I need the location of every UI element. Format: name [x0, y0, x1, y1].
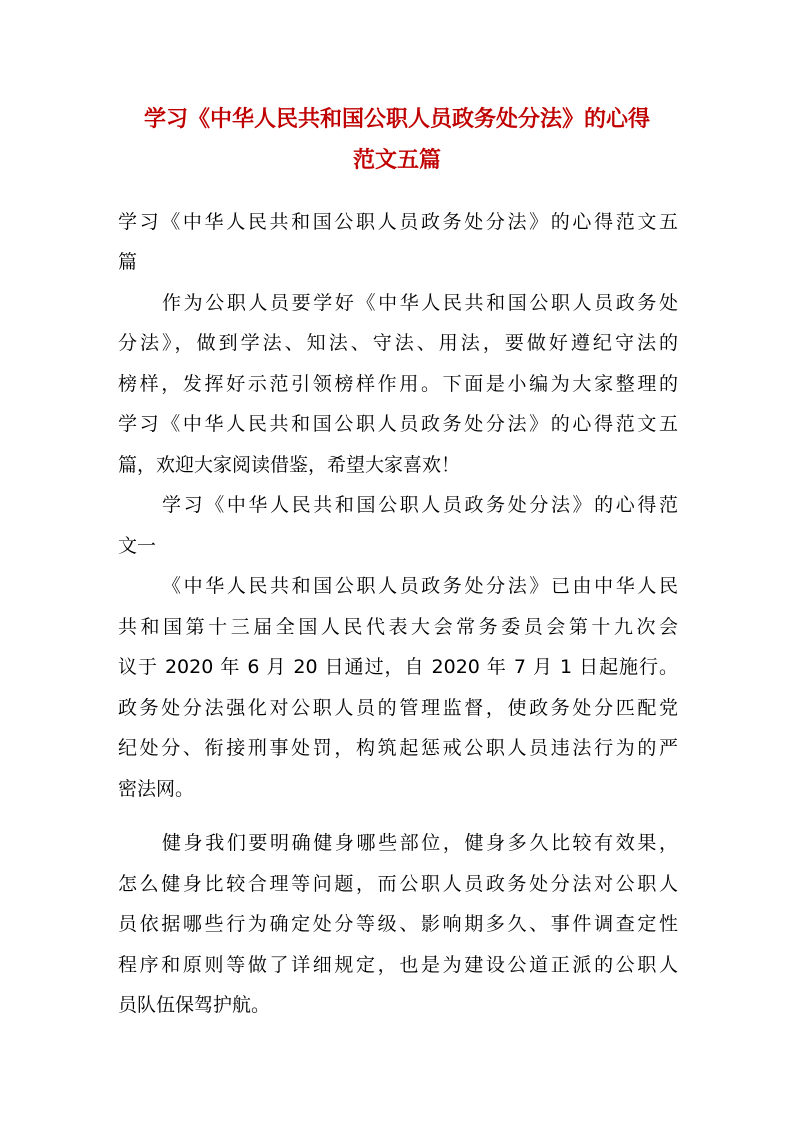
paragraph-line: 学习《中华人民共和国公职人员政务处分法》的心得范文五 — [118, 413, 678, 435]
subtitle-line: 篇 — [118, 251, 138, 273]
paragraph-line: 纪处分、衔接刑事处罚，构筑起惩戒公职人员违法行为的严 — [118, 737, 678, 759]
paragraph-line: 程序和原则等做了详细规定，也是为建设公道正派的公职人 — [118, 954, 678, 976]
section-heading-line: 学习《中华人民共和国公职人员政务处分法》的心得范 — [162, 494, 678, 516]
paragraph-line: 榜样，发挥好示范引领榜样作用。下面是小编为大家整理的 — [118, 373, 678, 395]
document-title-line-2: 范文五篇 — [352, 147, 441, 173]
paragraph-line: 怎么健身比较合理等问题，而公职人员政务处分法对公职人 — [118, 873, 678, 895]
paragraph-line: 密法网。 — [118, 778, 195, 800]
paragraph-line: 员队伍保驾护航。 — [118, 994, 271, 1016]
paragraph-line: 作为公职人员要学好《中华人民共和国公职人员政务处 — [162, 292, 678, 314]
paragraph-line: 共和国第十三届全国人民代表大会常务委员会第十九次会 — [118, 616, 678, 638]
subtitle-line: 学习《中华人民共和国公职人员政务处分法》的心得范文五 — [118, 211, 678, 233]
paragraph-line: 健身我们要明确健身哪些部位，健身多久比较有效果， — [162, 832, 678, 854]
paragraph-line: 篇，欢迎大家阅读借鉴，希望大家喜欢！ — [118, 454, 461, 476]
paragraph-line: 政务处分法强化对公职人员的管理监督，使政务处分匹配党 — [118, 697, 678, 719]
paragraph-line: 员依据哪些行为确定处分等级、影响期多久、事件调查定性 — [118, 913, 678, 935]
paragraph-line: 议于 2020 年 6 月 20 日通过，自 2020 年 7 月 1 日起施行。 — [118, 656, 678, 678]
paragraph-line: 分法》，做到学法、知法、守法、用法，要做好遵纪守法的 — [118, 332, 678, 354]
section-heading-line: 文一 — [118, 535, 157, 557]
document-title-line-1: 学习《中华人民共和国公职人员政务处分法》的心得 — [143, 106, 650, 132]
paragraph-line: 《中华人民共和国公职人员政务处分法》已由中华人民 — [162, 575, 678, 597]
